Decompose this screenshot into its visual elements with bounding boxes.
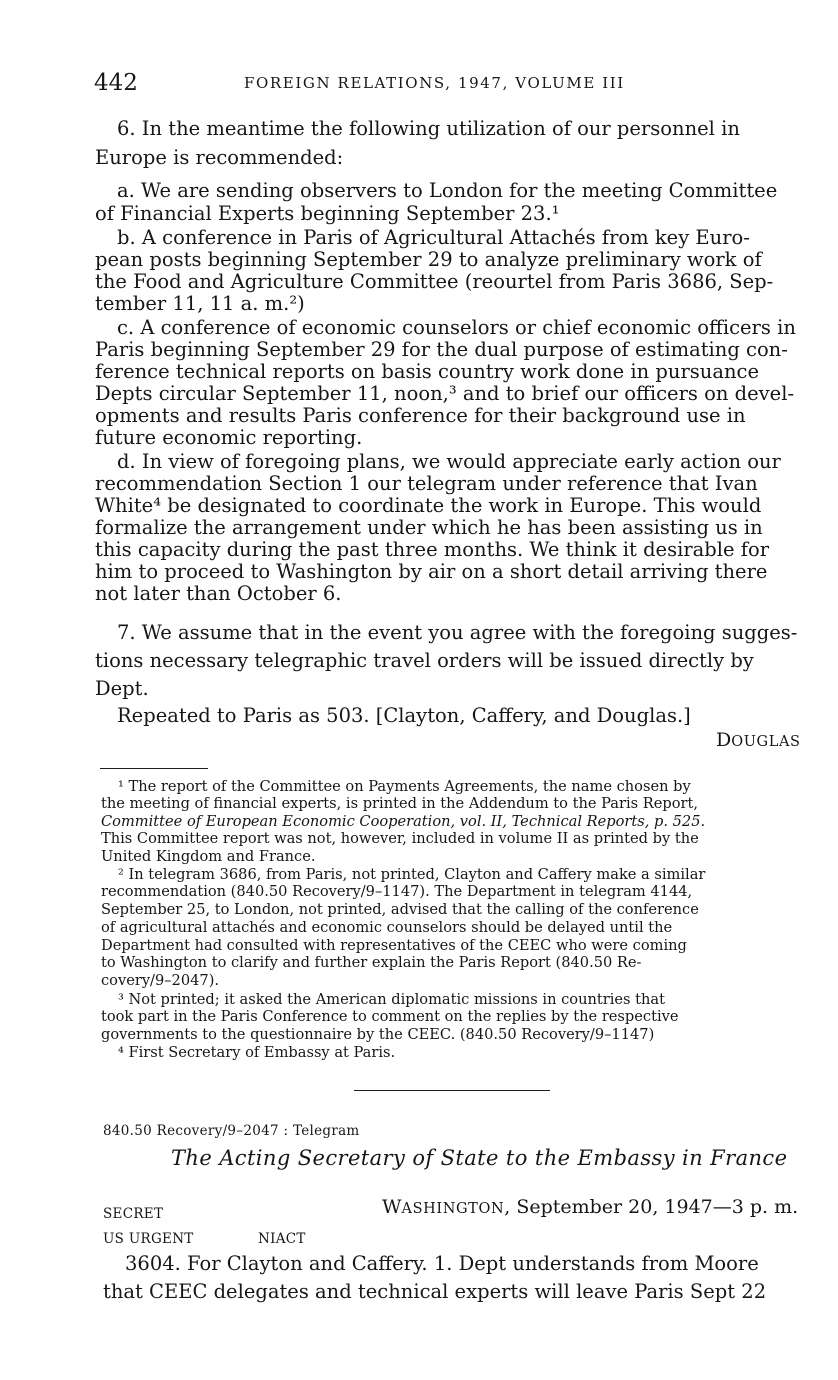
footnote-line: United Kingdom and France. bbox=[101, 848, 316, 865]
body-line: him to proceed to Washington by air on a short detail arriving there bbox=[95, 560, 768, 583]
body-line: a. We are sending observers to London for the meeting Committee bbox=[117, 179, 778, 202]
signature-rest: OUGLAS bbox=[731, 734, 801, 750]
body-line: recommendation Section 1 our telegram under reference that Ivan bbox=[95, 472, 758, 495]
body-line: Dept. bbox=[95, 677, 149, 700]
origin-initial: W bbox=[382, 1196, 402, 1218]
body-line: that CEEC delegates and technical experts will leave Paris Sept 22 bbox=[103, 1280, 767, 1303]
footnote-line: Department had consulted with representatives of the CEEC who were coming bbox=[101, 937, 687, 954]
body-line: 6. In the meantime the following utilization of our personnel in bbox=[117, 117, 740, 140]
footnote-line: took part in the Paris Conference to comment on the replies by the respective bbox=[101, 1008, 679, 1025]
footnote-line: ⁴ First Secretary of Embassy at Paris. bbox=[118, 1044, 396, 1061]
document-caption: The Acting Secretary of State to the Embassy in France bbox=[171, 1146, 788, 1170]
body-line: tember 11, 11 a. m.²) bbox=[95, 292, 305, 315]
footnote-line: recommendation (840.50 Recovery/9–1147). The Department in telegram 4144, bbox=[101, 883, 693, 900]
origin-rest: ASHINGTON bbox=[401, 1201, 505, 1217]
body-line: of Financial Experts beginning September 23.¹ bbox=[95, 202, 560, 225]
body-line: 3604. For Clayton and Caffery. 1. Dept understands from Moore bbox=[125, 1252, 759, 1275]
footnote-line: to Washington to clarify and further explain the Paris Report (840.50 Re- bbox=[101, 954, 642, 971]
footnote-line: ² In telegram 3686, from Paris, not printed, Clayton and Caffery make a similar bbox=[118, 866, 706, 883]
body-line: pean posts beginning September 29 to analyze preliminary work of bbox=[95, 248, 762, 271]
classification: SECRET bbox=[103, 1206, 164, 1222]
body-line: not later than October 6. bbox=[95, 582, 342, 605]
body-line: d. In view of foregoing plans, we would appreciate early action our bbox=[117, 450, 781, 473]
body-line: this capacity during the past three months. We think it desirable for bbox=[95, 538, 770, 561]
body-line: opments and results Paris conference for their background use in bbox=[95, 404, 746, 427]
footnote-line: covery/9–2047). bbox=[101, 972, 220, 989]
footnote-line: ³ Not printed; it asked the American diplomatic missions in countries that bbox=[118, 991, 665, 1008]
body-line: formalize the arrangement under which he has been assisting us in bbox=[95, 516, 763, 539]
footnote-line: the meeting of financial experts, is printed in the Addendum to the Paris Report, bbox=[101, 795, 699, 812]
footnote-line: Committee of European Economic Cooperation, vol. II, Technical Reports, p. 525. bbox=[101, 813, 706, 830]
body-line: White⁴ be designated to coordinate the work in Europe. This would bbox=[95, 494, 762, 517]
footnote-line: This Committee report was not, however, included in volume II as printed by the bbox=[101, 830, 699, 847]
body-line: 7. We assume that in the event you agree with the foregoing sugges- bbox=[117, 621, 798, 644]
page-number: 442 bbox=[94, 70, 138, 96]
footnote-line: governments to the questionnaire by the CEEC. (840.50 Recovery/9–1147) bbox=[101, 1026, 655, 1043]
precedence-niact: NIACT bbox=[258, 1231, 306, 1247]
section-divider bbox=[354, 1090, 550, 1091]
body-line: future economic reporting. bbox=[95, 426, 363, 449]
body-line: Depts circular September 11, noon,³ and to brief our officers on devel- bbox=[95, 382, 795, 405]
footnote-line: ¹ The report of the Committee on Payments Agreements, the name chosen by bbox=[118, 778, 691, 795]
body-line: Paris beginning September 29 for the dual purpose of estimating con- bbox=[95, 338, 788, 361]
body-line: the Food and Agriculture Committee (reourtel from Paris 3686, Sep- bbox=[95, 270, 774, 293]
precedence-urgent: US URGENT bbox=[103, 1231, 194, 1247]
file-number: 840.50 Recovery/9–2047 : Telegram bbox=[103, 1123, 360, 1139]
footnote-line: of agricultural attachés and economic counselors should be delayed until the bbox=[101, 919, 673, 936]
body-line: tions necessary telegraphic travel orders will be issued directly by bbox=[95, 649, 754, 672]
running-title: FOREIGN RELATIONS, 1947, VOLUME III bbox=[244, 74, 625, 92]
body-line: c. A conference of economic counselors or chief economic officers in bbox=[117, 316, 796, 339]
signature-initial: D bbox=[716, 729, 732, 751]
body-line: b. A conference in Paris of Agricultural Attachés from key Euro- bbox=[117, 226, 750, 249]
running-head bbox=[94, 70, 654, 102]
body-line: Europe is recommended: bbox=[95, 146, 344, 169]
date-time: , September 20, 1947—3 p. m. bbox=[504, 1196, 799, 1218]
footnote-rule bbox=[100, 768, 208, 769]
repeated-line: Repeated to Paris as 503. [Clayton, Caffery, and Douglas.] bbox=[117, 704, 691, 727]
body-line: ference technical reports on basis country work done in pursuance bbox=[95, 360, 759, 383]
footnote-line: September 25, to London, not printed, advised that the calling of the conference bbox=[101, 901, 699, 918]
origin-dateline bbox=[382, 1196, 798, 1218]
signature bbox=[716, 729, 801, 751]
